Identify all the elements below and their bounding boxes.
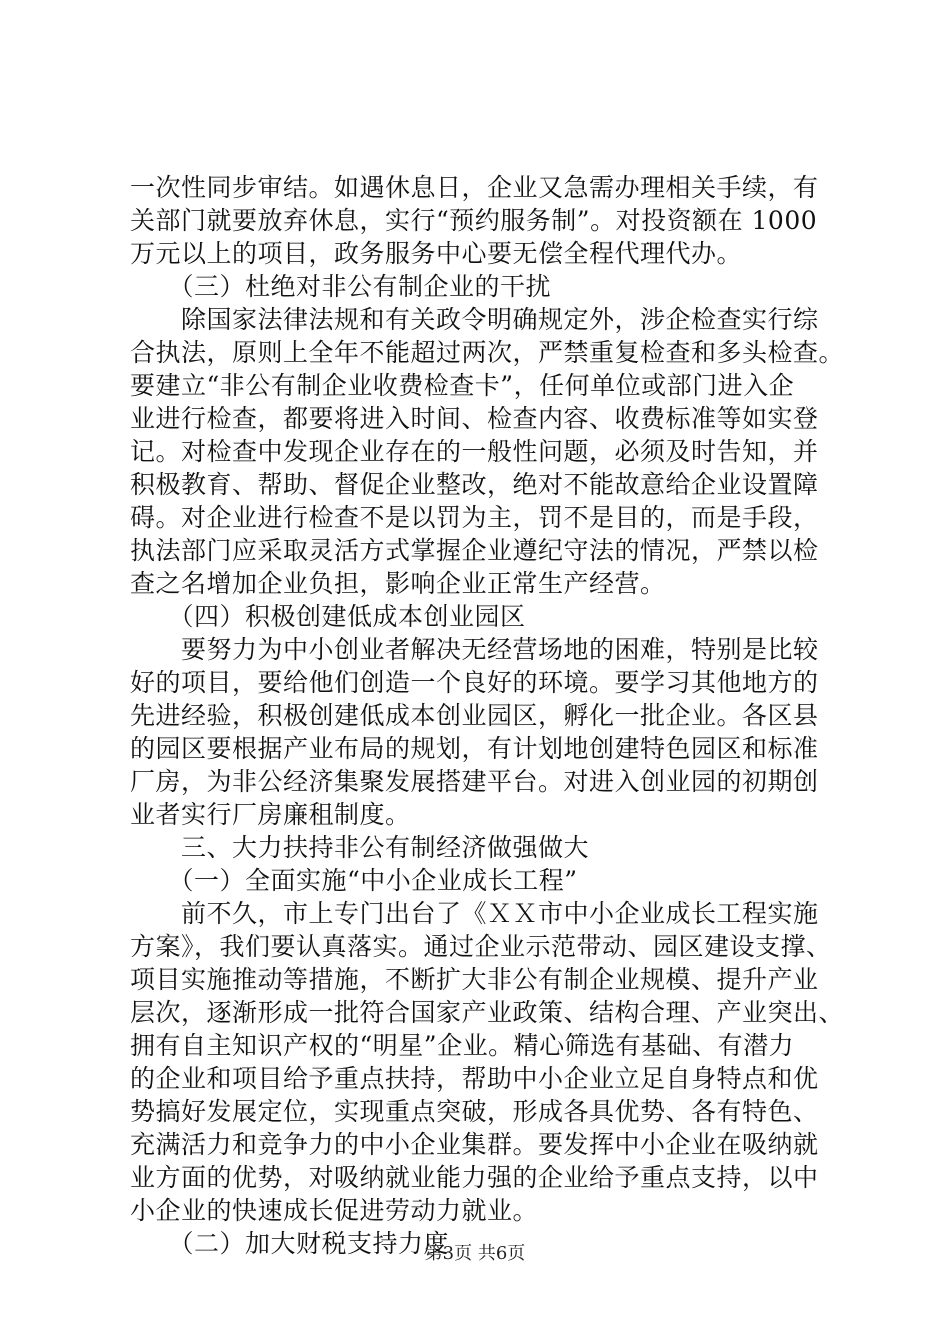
text-line: 万元以上的项目，政务服务中心要无偿全程代理代办。: [130, 239, 743, 268]
text-line: 积极教育、帮助、督促企业整改，绝对不能故意给企业设置障: [130, 470, 819, 499]
text-line: 除国家法律法规和有关政令明确规定外，涉企检查实行综: [130, 305, 819, 334]
text-line: 的企业和项目给予重点扶持，帮助中小企业立足自身特点和优: [130, 1064, 819, 1093]
text-line: 的园区要根据产业布局的规划，有计划地创建特色园区和标准: [130, 734, 819, 763]
page-number-footer: 第3页 共6页: [424, 1243, 526, 1264]
text-line: 要努力为中小创业者解决无经营场地的困难，特别是比较: [130, 635, 819, 664]
text-line: 业者实行厂房廉租制度。: [130, 800, 411, 829]
text-line: 拥有自主知识产权的“明星”企业。精心筛选有基础、有潜力: [130, 1031, 795, 1060]
text-line: 要建立“非公有制企业收费检查卡”，任何单位或部门进入企: [130, 371, 795, 400]
text-line: 执法部门应采取灵活方式掌握企业遵纪守法的情况，严禁以检: [130, 536, 819, 565]
section-heading: （一）全面实施“中小企业成长工程”: [130, 866, 578, 895]
text-line: 小企业的快速成长促进劳动力就业。: [130, 1196, 539, 1225]
text-line: 方案》，我们要认真落实。通过企业示范带动、园区建设支撑、: [130, 932, 832, 961]
section-heading: （四）积极创建低成本创业园区: [130, 602, 526, 631]
text-line: 业方面的优势，对吸纳就业能力强的企业给予重点支持，以中: [130, 1163, 819, 1192]
text-line: 厂房，为非公经济集聚发展搭建平台。对进入创业园的初期创: [130, 767, 819, 796]
text-line: 碍。对企业进行检查不是以罚为主，罚不是目的，而是手段，: [130, 503, 819, 532]
document-body: [130, 171, 845, 1260]
text-line: 合执法，原则上全年不能超过两次，严禁重复检查和多头检查。: [130, 338, 845, 367]
text-line: 先进经验，积极创建低成本创业园区，孵化一批企业。各区县: [130, 701, 819, 730]
text-line: 查之名增加企业负担，影响企业正常生产经营。: [130, 569, 666, 598]
section-heading: （二）加大财税支持力度: [130, 1229, 450, 1258]
text-line: 关部门就要放弃休息，实行“预约服务制”。对投资额在 1000: [130, 206, 818, 235]
text-line: 业进行检查，都要将进入时间、检查内容、收费标准等如实登: [130, 404, 819, 433]
chapter-heading: 三、大力扶持非公有制经济做强做大: [130, 833, 590, 862]
text-line: 好的项目，要给他们创造一个良好的环境。要学习其他地方的: [130, 668, 819, 697]
text-line: 项目实施推动等措施，不断扩大非公有制企业规模、提升产业: [130, 965, 819, 994]
text-line: 一次性同步审结。如遇休息日，企业又急需办理相关手续，有: [130, 173, 819, 202]
section-heading: （三）杜绝对非公有制企业的干扰: [130, 272, 552, 301]
text-line: 层次，逐渐形成一批符合国家产业政策、结构合理、产业突出、: [130, 998, 845, 1027]
text-line: 势搞好发展定位，实现重点突破，形成各具优势、各有特色、: [130, 1097, 819, 1126]
text-line: 记。对检查中发现企业存在的一般性问题，必须及时告知，并: [130, 437, 819, 466]
text-line: 前不久，市上专门出台了《ＸＸ市中小企业成长工程实施: [130, 899, 819, 928]
text-line: 充满活力和竞争力的中小企业集群。要发挥中小企业在吸纳就: [130, 1130, 819, 1159]
